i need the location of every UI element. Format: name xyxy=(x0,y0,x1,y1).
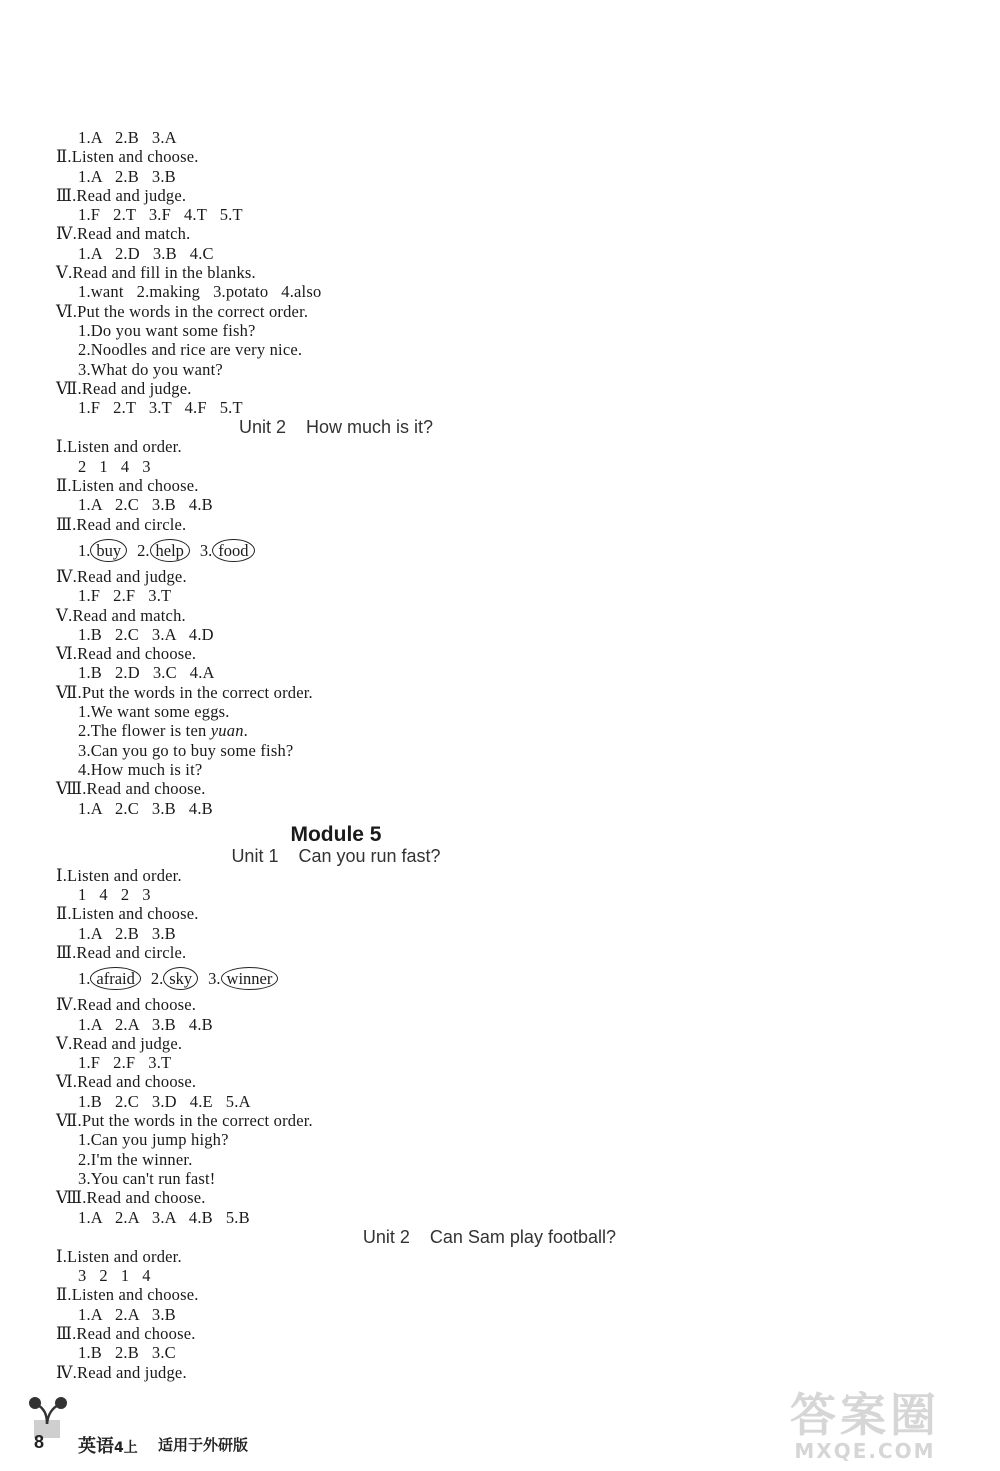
answer-line: 1.A 2.D 3.B 4.C xyxy=(78,243,214,263)
book-grade: 4上 xyxy=(114,1440,138,1456)
circled-word: help xyxy=(150,539,190,562)
section-heading: Ⅶ.Read and judge. xyxy=(56,378,192,398)
answer-line: 1.We want some eggs. xyxy=(78,702,230,722)
answer-text-italic: yuan xyxy=(210,721,244,741)
answer-number: 2. xyxy=(137,540,150,560)
section-heading: Ⅷ.Read and choose. xyxy=(56,779,206,799)
circled-word: afraid xyxy=(90,967,140,990)
section-heading: Ⅰ.Listen and order. xyxy=(56,1246,182,1266)
answer-line: 1.want 2.making 3.potato 4.also xyxy=(78,282,322,302)
answer-line: 1.Do you want some fish? xyxy=(78,320,256,340)
section-heading: Ⅷ.Read and choose. xyxy=(56,1188,206,1208)
answer-text: . xyxy=(243,721,248,741)
section-heading: Ⅶ.Put the words in the correct order. xyxy=(56,682,313,702)
section-heading: Ⅲ.Read and circle. xyxy=(56,514,187,534)
section-heading: Ⅳ.Read and match. xyxy=(56,224,191,244)
section-heading: Ⅱ.Listen and choose. xyxy=(56,476,199,496)
answer-line: 1.F 2.F 3.T xyxy=(78,586,172,606)
answer-line: 2.Noodles and rice are very nice. xyxy=(78,340,303,360)
answer-line: 1.A 2.B 3.B xyxy=(78,166,176,186)
answer-line: 3.Can you go to buy some fish? xyxy=(78,740,294,760)
circled-answers xyxy=(56,962,616,995)
answer-line: 1 4 2 3 xyxy=(78,885,151,905)
answer-line: 1.B 2.C 3.A 4.D xyxy=(78,624,214,644)
section-heading: Ⅶ.Put the words in the correct order. xyxy=(56,1111,313,1131)
answer-line: 1.F 2.T 3.T 4.F 5.T xyxy=(78,398,243,418)
answer-text: 2.The flower is ten xyxy=(78,721,211,741)
answer-line xyxy=(56,721,616,740)
book-edition: 适用于外研版 xyxy=(158,1436,249,1454)
section-heading: Ⅵ.Read and choose. xyxy=(56,1072,197,1092)
section-heading: Ⅴ.Read and fill in the blanks. xyxy=(56,263,256,283)
circled-word: sky xyxy=(163,967,198,990)
section-heading: Ⅲ.Read and circle. xyxy=(56,942,187,962)
book-subject: 英语 xyxy=(78,1436,114,1457)
answer-number: 1. xyxy=(78,969,91,989)
answer-line: 2 1 4 3 xyxy=(78,456,151,476)
answer-line: 1.Can you jump high? xyxy=(78,1130,229,1150)
circled-answers xyxy=(56,534,616,567)
watermark-text: 答案圈 xyxy=(790,1388,940,1442)
section-heading: Ⅲ.Read and choose. xyxy=(56,1324,196,1344)
section-heading: Ⅵ.Read and choose. xyxy=(56,644,197,664)
section-heading: Ⅰ.Listen and order. xyxy=(56,865,182,885)
module-title: Module 5 xyxy=(290,822,382,846)
section-heading: Ⅱ.Listen and choose. xyxy=(56,147,199,167)
page-footer xyxy=(18,1394,318,1456)
answer-line: 1.F 2.T 3.F 4.T 5.T xyxy=(78,205,243,225)
unit-title: Unit 2 How much is it? xyxy=(238,417,434,438)
answer-line: 1.A 2.A 3.B 4.B xyxy=(78,1014,213,1034)
answer-number: 3. xyxy=(199,540,213,560)
answer-line: 1.A 2.A 3.B xyxy=(78,1304,176,1324)
answer-line: 1.B 2.C 3.D 4.E 5.A xyxy=(78,1091,251,1111)
unit-title: Unit 2 Can Sam play football? xyxy=(362,1226,616,1247)
answer-line: 1.A 2.C 3.B 4.B xyxy=(78,798,213,818)
circled-word: winner xyxy=(221,967,279,990)
sprout-icon xyxy=(24,1394,70,1438)
answer-line: 2.I'm the winner. xyxy=(78,1149,193,1169)
watermark xyxy=(760,1390,970,1465)
section-heading: Ⅳ.Read and choose. xyxy=(56,995,197,1015)
answer-number: 1. xyxy=(78,540,91,560)
answer-line: 1.A 2.B 3.B xyxy=(78,923,176,943)
section-heading: Ⅳ.Read and judge. xyxy=(56,566,187,586)
answer-line: 1.A 2.C 3.B 4.B xyxy=(78,495,213,515)
watermark-url: MXQE.COM xyxy=(794,1439,936,1463)
circled-word: food xyxy=(212,539,254,562)
answer-line: 1.A 2.A 3.A 4.B 5.B xyxy=(78,1207,250,1227)
section-heading: Ⅵ.Put the words in the correct order. xyxy=(56,301,309,321)
answer-line: 1.B 2.B 3.C xyxy=(78,1343,176,1363)
section-heading: Ⅴ.Read and judge. xyxy=(56,1033,183,1053)
answer-line: 1.F 2.F 3.T xyxy=(78,1053,172,1073)
unit-title: Unit 1 Can you run fast? xyxy=(231,845,441,866)
answer-line: 4.How much is it? xyxy=(78,759,203,779)
answer-number: 3. xyxy=(208,969,221,989)
section-heading: Ⅴ.Read and match. xyxy=(56,605,186,625)
answer-line: 3 2 1 4 xyxy=(78,1266,151,1286)
answer-number: 2. xyxy=(150,969,164,989)
book-title xyxy=(78,1432,138,1458)
answer-line: 1.B 2.D 3.C 4.A xyxy=(78,663,215,683)
answer-line: 3.What do you want? xyxy=(78,359,223,379)
section-heading: Ⅲ.Read and judge. xyxy=(56,185,187,205)
section-heading: Ⅰ.Listen and order. xyxy=(56,437,182,457)
circled-word: buy xyxy=(90,539,127,562)
page-number: 8 xyxy=(34,1432,45,1452)
section-heading: Ⅱ.Listen and choose. xyxy=(56,904,199,924)
section-heading: Ⅱ.Listen and choose. xyxy=(56,1285,199,1305)
answer-line: 1.A 2.B 3.A xyxy=(78,128,177,147)
section-heading: Ⅳ.Read and judge. xyxy=(56,1362,187,1382)
answer-column xyxy=(56,128,616,1382)
answer-line: 3.You can't run fast! xyxy=(78,1168,216,1188)
